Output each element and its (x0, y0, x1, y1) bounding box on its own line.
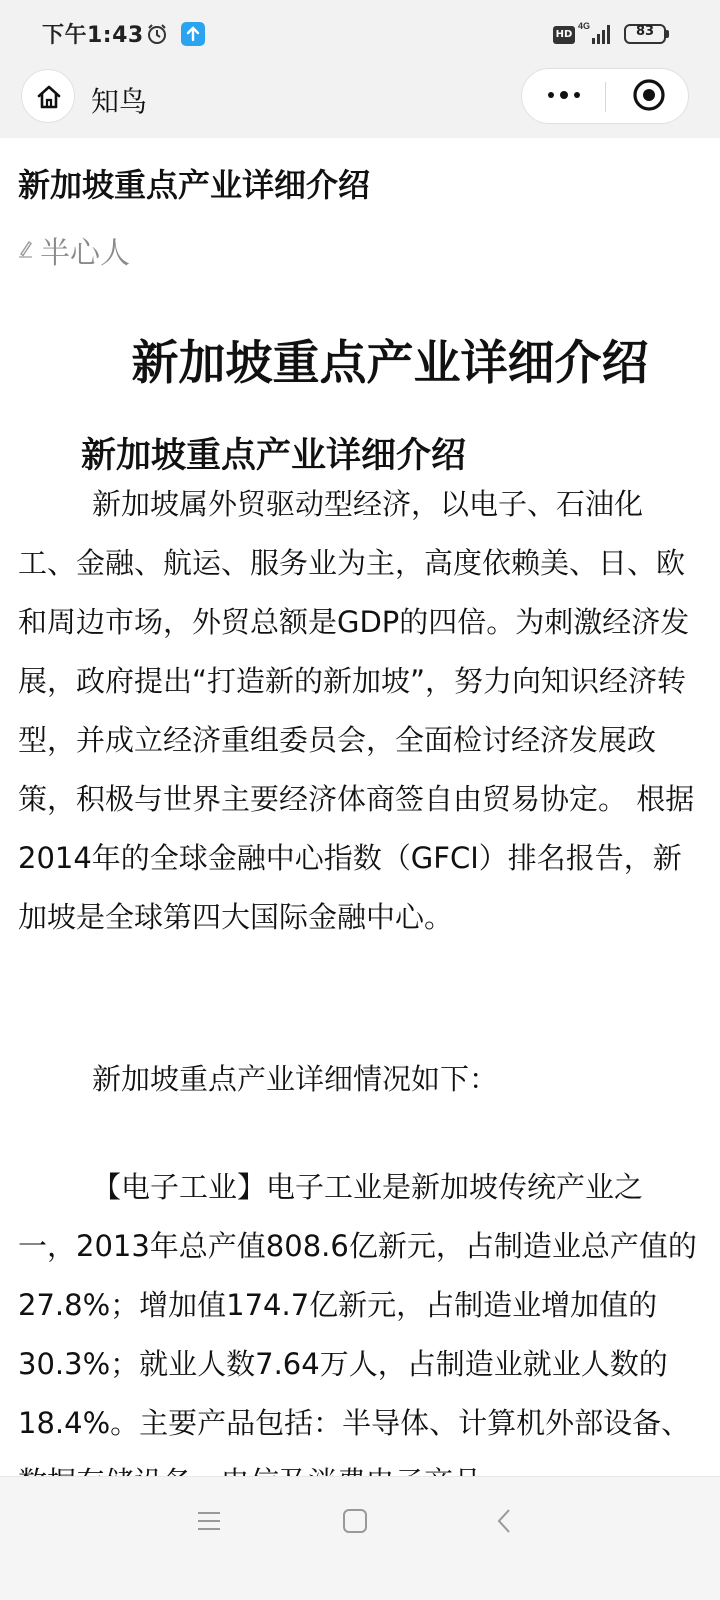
paragraph-electronics: 【电子工业】电子工业是新加坡传统产业之一，2013年总产值808.6亿新元，占制造业总产值的27.8%；增加值174.7亿新元，占制造业增加值的30.3%；就业人数7.64万人，占制造业就业人数的18.4%。主要产品包括：半导体、计算机外部设备、 (18, 1170, 697, 1440)
more-icon (548, 92, 554, 98)
home-icon (35, 83, 63, 111)
svg-text:4G: 4G (578, 21, 591, 31)
more-icon-dot (574, 92, 580, 98)
close-button[interactable] (616, 70, 682, 120)
close-circle-icon (616, 70, 682, 120)
app-title: 知鸟 (91, 85, 148, 118)
system-nav-bar (0, 1476, 720, 1600)
menu-icon[interactable] (194, 1506, 224, 1536)
status-time: 下午1:43 (42, 23, 144, 48)
article-subheading: 新加坡重点产业详细介绍 (81, 436, 467, 476)
pen-icon (18, 236, 34, 258)
back-icon[interactable] (490, 1506, 520, 1536)
paragraph-overview: 新加坡重点产业详细情况如下： (92, 1062, 499, 1096)
article-title: 新加坡重点产业详细介绍 (18, 166, 371, 204)
home-button[interactable] (21, 69, 75, 123)
more-icon-dot (560, 91, 568, 99)
author-name: 半心人 (40, 236, 130, 271)
battery-tip (666, 30, 669, 38)
upload-icon (181, 22, 205, 46)
paragraph-intro: 新加坡属外贸驱动型经济，以电子、石油化工、金融、航运、服务业为主，高度依赖美、日、欧和周边市场，外贸总额是GDP的四倍。为刺激经济发展，政府提出“打造新的新加坡”，努力向知识经济转型，并成立经济重组委员会，全面检讨经济发展政策，积极与世界主要经济体商签自由贸易协定。 根据2014年的全球金融中心指数（GFCI）排名报告，新加坡是全球第四大国际金融中心。 (18, 487, 695, 934)
alarm-icon (146, 23, 168, 45)
more-button[interactable] (530, 70, 600, 120)
capsule-divider (605, 82, 606, 112)
battery-level: 83 (635, 24, 655, 39)
hd-icon: HD (553, 26, 575, 44)
home-square-icon[interactable] (340, 1506, 370, 1536)
signal-icon (578, 20, 614, 46)
article-heading: 新加坡重点产业详细介绍 (131, 336, 649, 391)
